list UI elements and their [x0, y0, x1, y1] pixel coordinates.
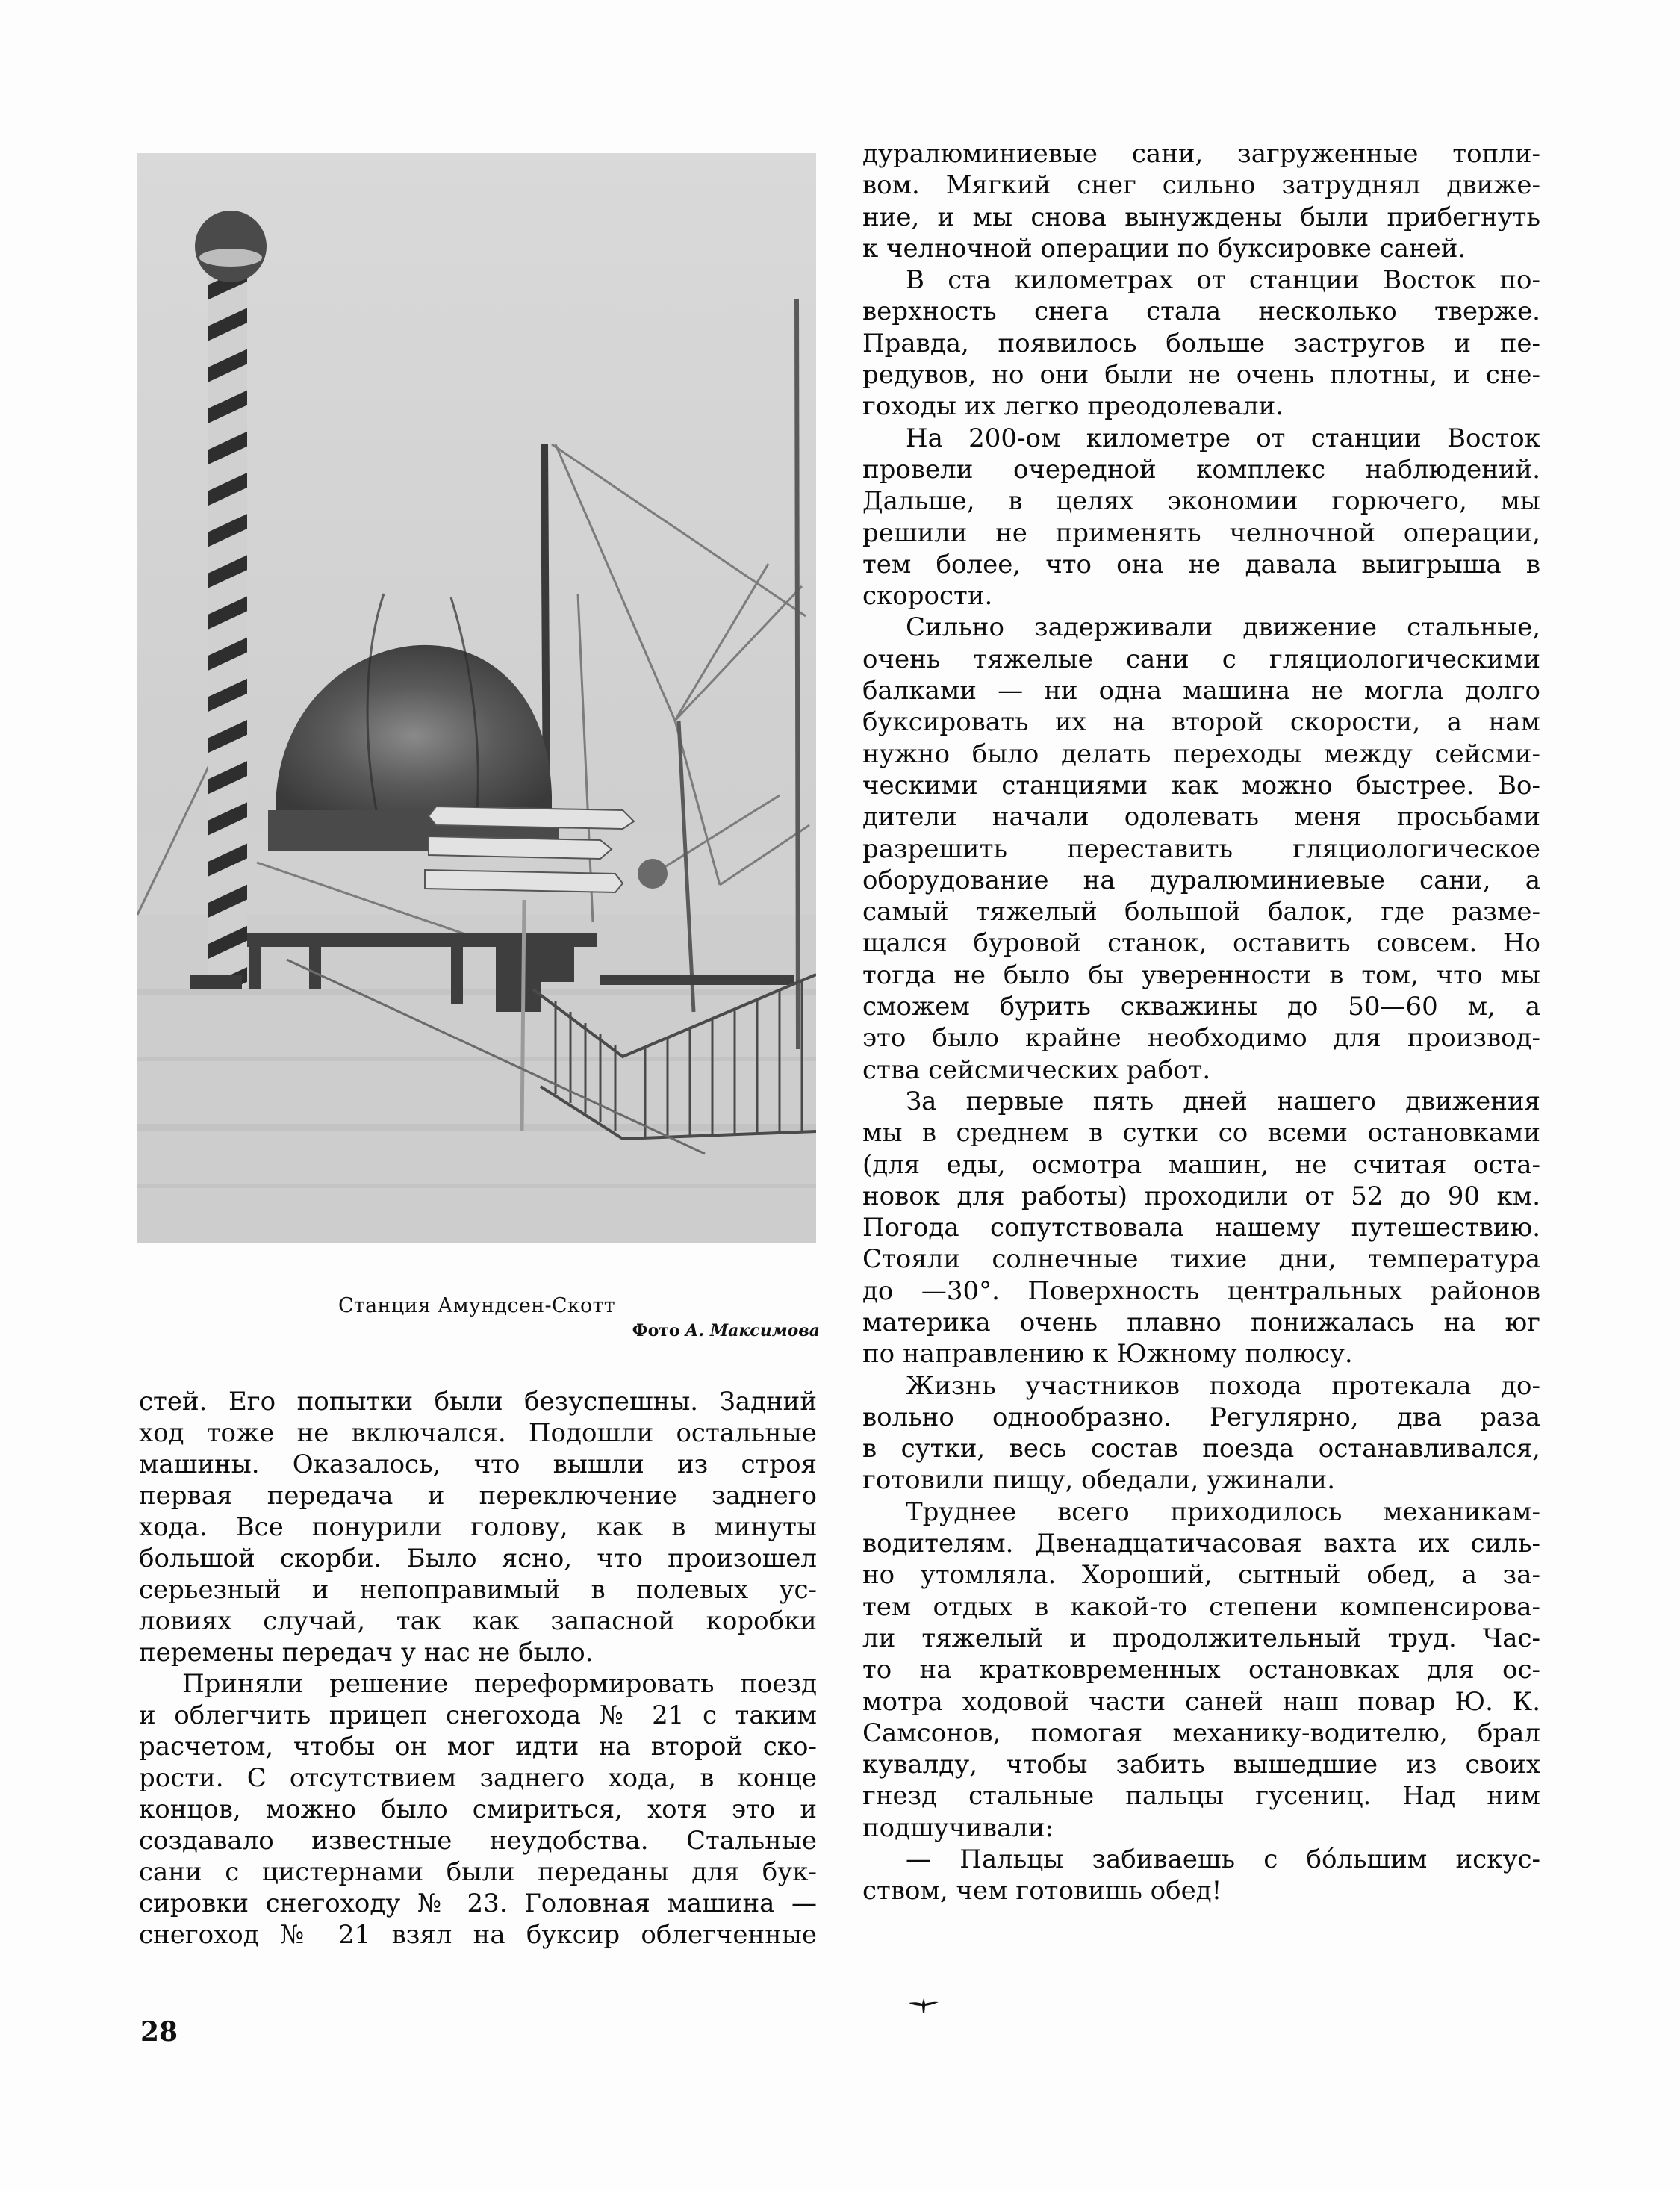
text-line: концов, можно было смириться, хотя это и	[139, 1794, 817, 1824]
photo-caption: Станция Амундсен-Скотт	[337, 1294, 616, 1317]
direction-signs	[425, 807, 634, 892]
pole-ball	[195, 211, 267, 282]
text-line: сировки снегоходу № 23. Головная машина —	[139, 1889, 817, 1918]
text-line: большой скорби. Было ясно, что произошел	[139, 1544, 817, 1573]
text-line: то на кратковременных остановках для ос-	[862, 1655, 1540, 1685]
text-line: Стояли солнечные тихие дни, температура	[862, 1244, 1540, 1275]
text-line: до —30°. Поверхность центральных районов	[862, 1275, 1540, 1306]
text-line: буксировать их на второй скорости, а нам	[862, 707, 1540, 738]
text-line: очень тяжелые сани с гляциологическими	[862, 644, 1540, 674]
pole-base	[190, 975, 242, 989]
text-line: подшучивали:	[862, 1812, 1054, 1843]
text-line: готовили пищу, обедали, ужинали.	[862, 1465, 1336, 1496]
photo-credit	[632, 1318, 820, 1344]
text-line: Сильно задерживали движение стальные,	[906, 612, 1540, 643]
text-line: ством, чем готовишь обед!	[862, 1876, 1222, 1906]
text-line: В ста километрах от станции Восток по-	[906, 265, 1540, 296]
text-line: ловиях случай, так как запасной коробки	[139, 1606, 817, 1636]
text-line: машины. Оказалось, что вышли из строя	[139, 1449, 817, 1479]
text-line: провели очередной комплекс наблюдений.	[862, 454, 1540, 485]
text-line: мотра ходовой части саней наш повар Ю. К.	[862, 1686, 1540, 1717]
text-line: Погода сопутствовала нашему путешествию.	[862, 1213, 1540, 1243]
text-line: разрешить переставить гляциологическое	[862, 833, 1540, 864]
sign-globe	[638, 859, 668, 889]
text-line: первая передача и переключение заднего	[139, 1481, 817, 1511]
text-line: тем отдых в какой-то степени компенсирова-	[862, 1591, 1540, 1622]
text-line: самый тяжелый большой балок, где разме-	[862, 897, 1540, 927]
text-line: перемены передач у нас не было.	[139, 1638, 594, 1668]
text-line: балками — ни одна машина не могла долго	[862, 676, 1540, 706]
text-line: новок для работы) проходили от 52 до 90 км.	[862, 1181, 1540, 1211]
text-line: и облегчить прицеп снегохода № 21 с таким	[139, 1700, 817, 1730]
right-text-column	[862, 138, 1540, 1907]
text-line: гоходы их легко преодолевали.	[862, 391, 1284, 422]
text-line: ли тяжелый и продолжительный труд. Час-	[862, 1623, 1540, 1653]
text-line: тем более, что она не давала выигрыша в	[862, 549, 1540, 579]
text-line: ства сейсмических работ.	[862, 1054, 1211, 1085]
text-line: оборудование на дуралюминиевые сани, а	[862, 865, 1540, 895]
text-line: Труднее всего приходилось механикам-	[906, 1497, 1540, 1527]
text-line: хода. Все понурили голову, как в минуты	[139, 1512, 817, 1542]
photographer-name: А. Максимова	[685, 1321, 820, 1340]
text-line: дители начали одолевать меня просьбами	[862, 802, 1540, 833]
text-line: сани с цистернами были переданы для бук-	[139, 1857, 817, 1887]
text-line: по направлению к Южному полюсу.	[862, 1339, 1353, 1370]
text-line: но утомляла. Хороший, сытный обед, а за-	[862, 1560, 1540, 1591]
text-line: рости. С отсутствием заднего хода, в конце	[139, 1763, 817, 1793]
text-line: расчетом, чтобы он мог идти на второй ско-	[139, 1732, 817, 1762]
text-line: Самсонов, помогая механику-водителю, брал	[862, 1718, 1540, 1748]
text-line: За первые пять дней нашего движения	[906, 1086, 1540, 1116]
text-line: — Пальцы забиваешь с бóльшим искус-	[906, 1845, 1540, 1875]
left-text-column	[139, 1386, 817, 1951]
text-line: На 200-ом километре от станции Восток	[906, 423, 1540, 453]
text-line: гнезд стальные пальцы гусениц. Над ним	[862, 1781, 1540, 1812]
text-line: кувалду, чтобы забить вышедшие из своих	[862, 1750, 1540, 1780]
text-line: создавало известные неудобства. Стальные	[139, 1826, 817, 1856]
text-line: стей. Его попытки были безуспешны. Задний	[139, 1387, 817, 1417]
text-line: Правда, появилось больше застругов и пе-	[862, 328, 1540, 358]
text-line: верхность снега стала несколько тверже.	[862, 296, 1540, 327]
text-line: (для еды, осмотра машин, не считая оста-	[862, 1149, 1540, 1180]
airplane-ornament-icon	[907, 1995, 940, 2016]
thin-pole	[522, 900, 524, 1131]
page-number: 28	[140, 2016, 178, 2048]
pole-shaft	[208, 273, 247, 989]
text-line: дуралюминиевые сани, загруженные топли-	[862, 139, 1540, 169]
text-line: решили не применять челночной операции,	[862, 518, 1540, 548]
text-line: скорости.	[862, 581, 993, 612]
text-line: щался буровой станок, оставить совсем. Но	[862, 928, 1540, 959]
text-line: серьезный и непоправимый в полевых ус-	[139, 1575, 817, 1605]
text-line: это было крайне необходимо для производ-	[862, 1023, 1540, 1054]
text-line: Приняли решение переформировать поезд	[182, 1669, 817, 1699]
text-line: ние, и мы снова вынуждены были прибегнуть	[862, 202, 1540, 232]
text-line: вом. Мягкий снег сильно затруднял движе-	[862, 170, 1540, 201]
text-line: материка очень плавно понижалась на юг	[862, 1307, 1540, 1337]
text-line: сможем бурить скважины до 50—60 м, а	[862, 992, 1540, 1022]
antenna-mast-right	[797, 299, 798, 1049]
text-line: тогда не было бы уверенности в том, что мы	[862, 960, 1540, 990]
text-line: мы в среднем в сутки со всеми остановками	[862, 1118, 1540, 1149]
text-line: водителям. Двенадцатичасовая вахта их силь-	[862, 1529, 1540, 1559]
amundsen-scott-station-image	[137, 153, 816, 1243]
station-photo	[137, 153, 816, 1243]
text-line: ход тоже не включался. Подошли остальные	[139, 1418, 817, 1448]
text-line: нужно было делать переходы между сейсми-	[862, 739, 1540, 769]
credit-prefix: Фото	[632, 1321, 680, 1340]
text-line: вольно однообразно. Регулярно, два раза	[862, 1402, 1540, 1432]
text-line: в сутки, весь состав поезда останавливался,	[862, 1434, 1540, 1464]
text-line: Жизнь участников похода протекала до-	[906, 1370, 1540, 1401]
text-line: снегоход № 21 взял на буксир облегченные	[139, 1920, 817, 1950]
text-line: к челночной операции по буксировке саней.	[862, 233, 1466, 264]
text-line: ческими станциями как можно быстрее. Во-	[862, 770, 1540, 801]
text-line: Дальше, в целях экономии горючего, мы	[862, 486, 1540, 517]
text-line: редувов, но они были не очень плотны, и сне-	[862, 360, 1540, 391]
